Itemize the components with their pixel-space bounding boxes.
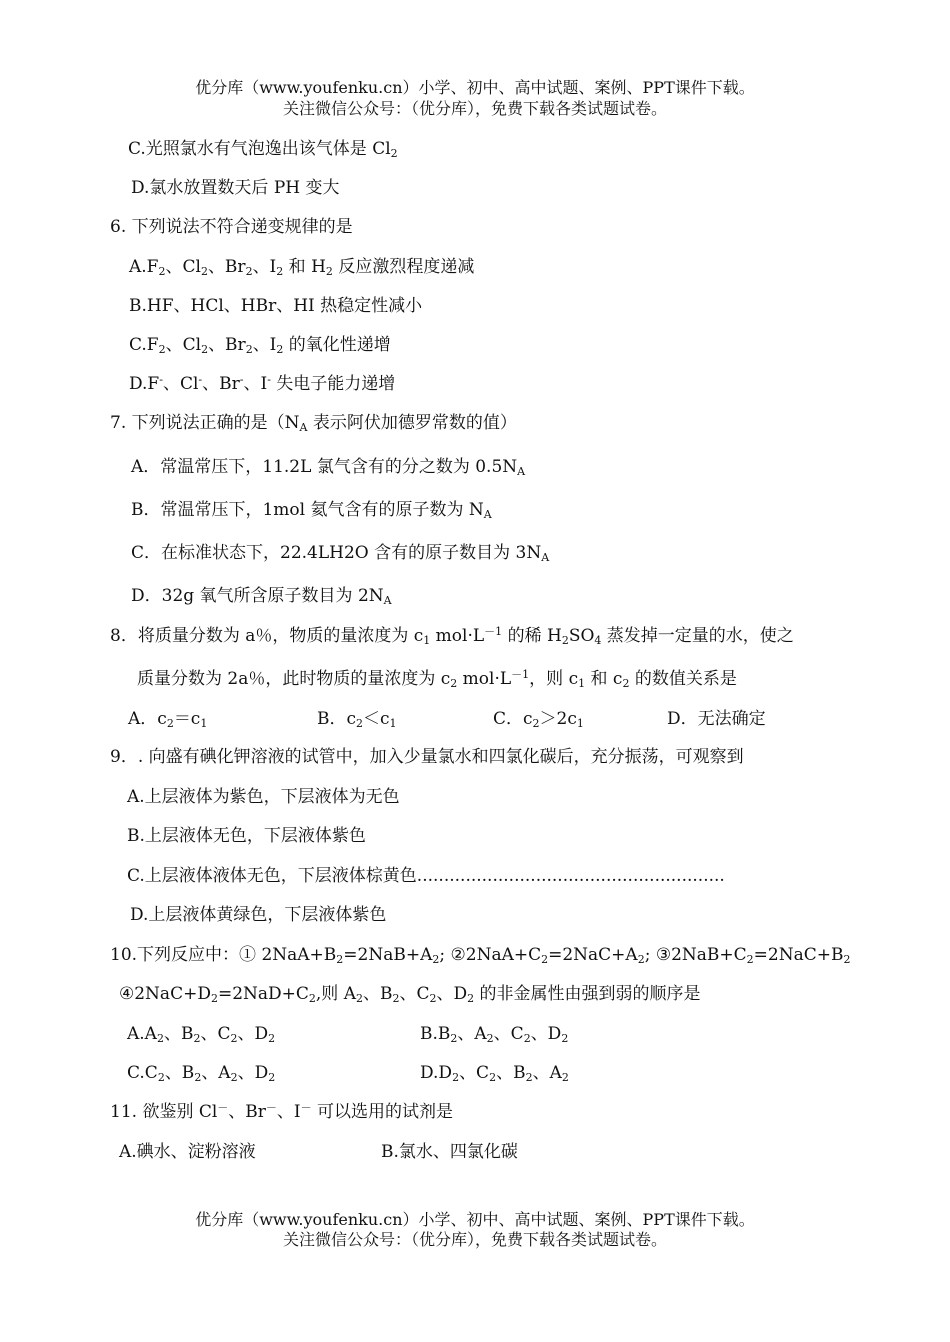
q6-option-d: D.F-、Cl-、Br-、I- 失电子能力递增: [129, 373, 396, 394]
footer-line-2: 关注微信公众号：（优分库），免费下载各类试题试卷。: [282, 1230, 667, 1249]
footer-line-1: 优分库（www.youfenku.cn）小学、初中、高中试题、案例、PPT课件下载。: [195, 1210, 755, 1229]
q10-option-d: $D.D_2$、$C_2$、$B_2$、$A_2$: [420, 1063, 569, 1084]
q7-option-b: B．常温常压下，1mol 氦气含有的原子数为 $N_A$: [131, 500, 492, 521]
q8-option-c: C．$c_2>2c_1$: [493, 709, 584, 730]
q11-option-a: A.碘水、淀粉溶液: [119, 1142, 256, 1162]
q7-option-c: C．在标准状态下，22.4LH2O 含有的原子数目为 $3N_A$: [131, 543, 550, 564]
q11-option-b: B.氯水、四氯化碳: [381, 1142, 518, 1162]
q11-stem: 11. 欲鉴别 Cl－、Br－、I－ 可以选用的试剂是: [110, 1101, 454, 1122]
q6-option-c: $C.F_2$、$Cl_2$、$Br_2$、$I_2$ 的氧化性递增: [129, 335, 391, 356]
header-line-1: 优分库（www.youfenku.cn）小学、初中、高中试题、案例、PPT课件下载。: [195, 78, 755, 97]
q8-option-d: D．无法确定: [667, 709, 766, 729]
q8-option-b: B．$c_2<c_1$: [317, 709, 397, 730]
q7-option-d: D．32g 氧气所含原子数目为 $2N_A$: [131, 586, 392, 607]
q9-option-d: D.上层液体黄绿色，下层液体紫色: [130, 905, 387, 925]
q5-option-c: C.光照氯水有气泡逸出该气体是 $Cl_2$: [128, 139, 398, 160]
q7-stem: 7. 下列说法正确的是（$N_A$ 表示阿伏加德罗常数的值）: [110, 413, 517, 434]
q9-option-a: A.上层液体为紫色，下层液体为无色: [127, 787, 400, 807]
q7-option-a: A．常温常压下，11.2L 氯气含有的分之数为 $0.5N_A$: [131, 457, 526, 478]
q5-option-d: D.氯水放置数天后 PH 变大: [131, 178, 340, 198]
q9-stem: 9．. 向盛有碘化钾溶液的试管中，加入少量氯水和四氯化碳后，充分振荡，可观察到: [110, 747, 744, 767]
q8-stem-line-1: 8．将质量分数为 a％，物质的量浓度为 $c_1$ $mol\cdot L^{-1}$ 的稀 $H_2SO_4$ 蒸发掉一定量的水，使之: [110, 625, 794, 647]
q10-option-c: $C.C_2$、$B_2$、$A_2$、$D_2$: [127, 1063, 276, 1084]
header-line-2: 关注微信公众号：（优分库），免费下载各类试题试卷。: [282, 99, 667, 118]
q10-stem-line-2: $④2NaC+D_2=2NaD+C_2$,则 $A_2$、$B_2$、$C_2$、$D_2$ 的非金属性由强到弱的顺序是: [119, 984, 701, 1005]
q6-option-b: B.HF、HCl、HBr、HI 热稳定性减小: [129, 296, 423, 316]
q10-option-b: $B.B_2$、$A_2$、$C_2$、$D_2$: [420, 1024, 569, 1045]
q10-stem-line-1: 10.下列反应中：① $2NaA+B_2=2NaB+A_2$; $②2NaA+C_2=2NaC+A_2$; $③2NaB+C_2=2NaC+B_2$: [110, 945, 851, 966]
q8-stem-line-2: 质量分数为 2a％，此时物质的量浓度为 $c_2$ $mol\cdot L^{-1}$，则 $c_1$ 和 $c_2$ 的数值关系是: [137, 668, 737, 690]
q6-stem: 6. 下列说法不符合递变规律的是: [110, 217, 353, 237]
q10-option-a: $A.A_2$、$B_2$、$C_2$、$D_2$: [127, 1024, 276, 1045]
q8-option-a: A．$c_2=c_1$: [128, 709, 208, 730]
q9-option-c: C.上层液体液体无色，下层液体棕黄色.........................................................: [127, 866, 725, 886]
q9-option-b: B.上层液体无色，下层液体紫色: [127, 826, 366, 846]
q6-option-a: $A.F_2$、$Cl_2$、$Br_2$、$I_2$ 和 $H_2$ 反应激烈程度递减: [129, 257, 475, 278]
